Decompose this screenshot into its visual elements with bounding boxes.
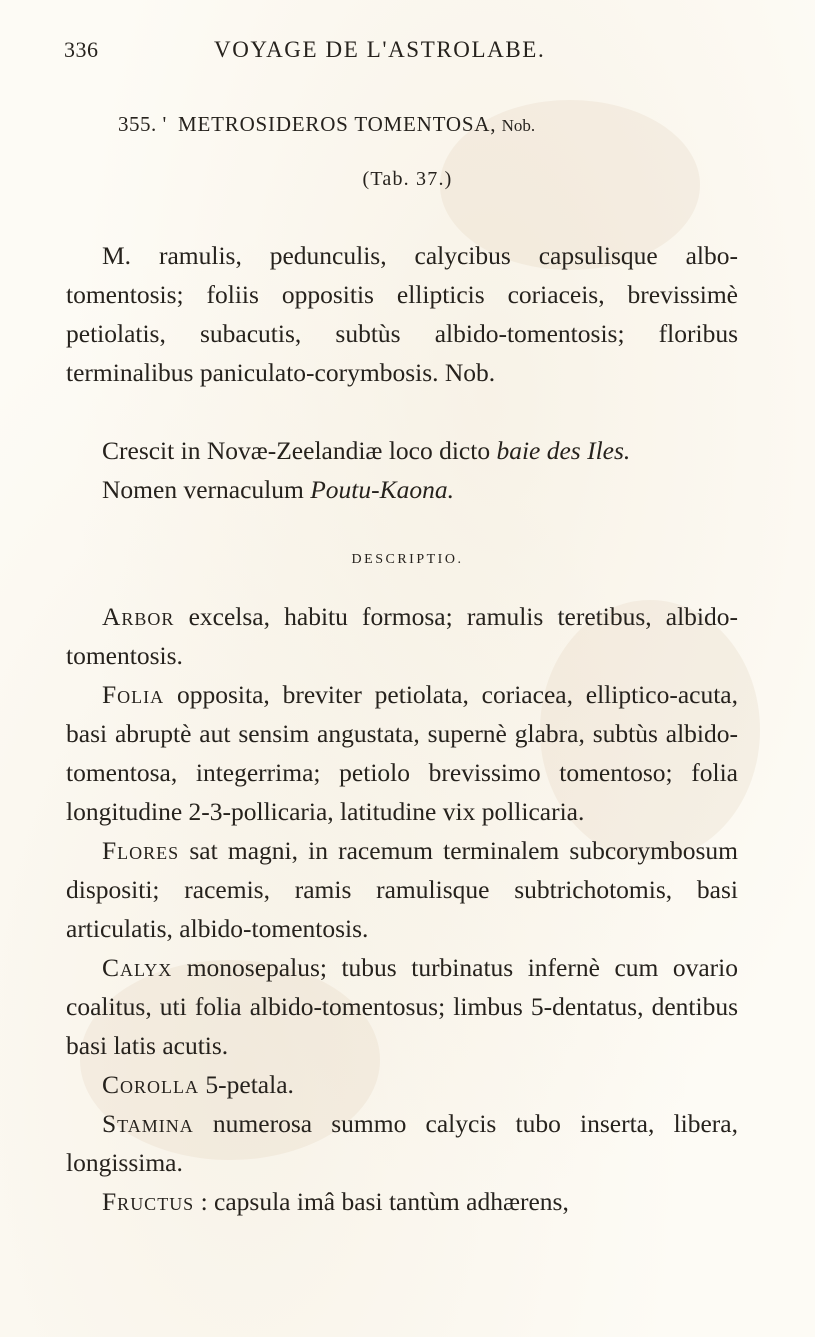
- species-number: 355. ': [118, 112, 167, 136]
- page-number: 336: [64, 37, 99, 62]
- description-term: Arbor: [102, 602, 175, 631]
- description-paragraph-calyx: [66, 948, 738, 1065]
- locality-place: baie des Iles.: [496, 436, 631, 465]
- description-term: Flores: [102, 836, 180, 865]
- running-head: [64, 37, 754, 71]
- description-term: Stamina: [102, 1109, 194, 1138]
- species-author: Nob.: [501, 116, 536, 135]
- section-heading: DESCRIPTIO.: [351, 552, 464, 567]
- description-block: [66, 597, 738, 1221]
- vernacular-name: Poutu-Kaona.: [310, 475, 454, 504]
- description-text: numerosa summo calycis tubo inserta, libera, longissima.: [66, 1109, 738, 1177]
- description-term: Calyx: [102, 953, 173, 982]
- description-term: Folia: [102, 680, 165, 709]
- locality-block: [66, 431, 738, 509]
- description-paragraph-fructus: [66, 1182, 738, 1221]
- locality-line: [66, 431, 738, 470]
- description-text: sat magni, in racemum terminalem subcorymbosum dispositi; racemis, ramis ramulisque subtrichotomis, basi articulatis, albido-tomentosis.: [66, 836, 739, 943]
- locality-prefix: Crescit in Novæ-Zeelandiæ loco dicto: [102, 436, 491, 465]
- diagnosis-text: M. ramulis, pedunculis, calycibus capsulisque albo-tomentosis; foliis oppositis ellipticis coriaceis, brevissimè petiolatis, subacutis, subtùs albido-tomentosis; floribus terminalibus paniculato-corymbosis. Nob.: [66, 241, 738, 387]
- vernacular-prefix: Nomen vernaculum: [102, 475, 304, 504]
- diagnosis-block: [66, 236, 738, 392]
- description-paragraph-corolla: [66, 1065, 738, 1104]
- plate-reference: (Tab. 37.): [362, 168, 453, 190]
- description-paragraph-stamina: [66, 1104, 738, 1182]
- description-text: 5-petala.: [205, 1070, 294, 1099]
- description-term: Fructus: [102, 1187, 195, 1216]
- species-heading: [118, 112, 535, 137]
- description-paragraph-folia: [66, 675, 738, 831]
- species-name: METROSIDEROS TOMENTOSA,: [178, 112, 497, 136]
- description-text: opposita, breviter petiolata, coriacea, elliptico-acuta, basi abruptè aut sensim angustata, supernè glabra, subtùs albido-tomentosa, integerrima; petiolo brevissimo tomentoso; folia longitudine 2-3-pollicaria, latitudine vix pollicaria.: [66, 680, 738, 826]
- description-text: monosepalus; tubus turbinatus infernè cum ovario coalitus, uti folia albido-tomentosus; limbus 5-dentatus, dentibus basi latis acutis.: [66, 953, 738, 1060]
- description-paragraph-arbor: [66, 597, 738, 675]
- description-text: excelsa, habitu formosa; ramulis teretibus, albido-tomentosis.: [66, 602, 739, 670]
- description-text: : capsula imâ basi tantùm adhærens,: [200, 1187, 569, 1216]
- vernacular-line: [66, 470, 738, 509]
- running-title: VOYAGE DE L'ASTROLABE.: [214, 37, 546, 62]
- description-paragraph-flores: [66, 831, 738, 948]
- description-term: Corolla: [102, 1070, 200, 1099]
